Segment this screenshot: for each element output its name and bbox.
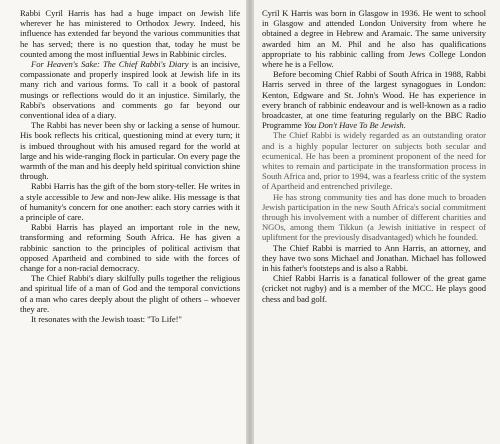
left-page: [0, 0, 246, 444]
right-paragraph-6: Chief Rabbi Harris is a fanatical follower of the great game (cricket not rugby) and is a member of the MCC. He plays good chess and bad golf.: [262, 273, 486, 304]
left-paragraph-2: [20, 59, 240, 120]
right-paragraph-3: The Chief Rabbi is widely regarded as an outstanding orator and is a highly popular lecturer on subjects both secular and ecumenical. He has been a prominent proponent of the need for whites to remain and participate in the transformation process in South Africa and, prior to 1994, was a fearless critic of the system of Apartheid and entrenched privilege.: [262, 130, 486, 192]
left-paragraph-4: Rabbi Harris has the gift of the born story-teller. He writes in a style accessible to Jew and non-Jew alike. His message is that of humanity's concern for one another: each story carries with it a principle of care.: [20, 181, 240, 223]
radio-programme-title: You Don't Have To Be Jewish: [303, 120, 404, 131]
left-paragraph-5: Rabbi Harris has played an important role in the new, transforming and reforming South Africa. He has given a rabbinic sanction to the principles of political activism that opposed Apartheid and combined to side with the forces of change for a non-racial democracy.: [20, 222, 240, 274]
left-paragraph-3: The Rabbi has never been shy or lacking a sense of humour. His book reflects his critical, questioning mind at every turn; it is imbued throughout with his amused regard for the world at large and his wide-ranging flock in particular. On every page the warmth of the man and his deeply held spiritual conviction shine through.: [20, 120, 240, 182]
left-paragraph-1: Rabbi Cyril Harris has had a huge impact on Jewish life wherever he has ministered to Orthodox Jewry. Indeed, his influence has extended far beyond the various communities that he has served; there is no question that, today he must be counted among the most influential Jews in Rabbinic circles.: [20, 8, 240, 59]
right-paragraph-2-end: .: [403, 120, 406, 131]
right-paragraph-2: [262, 69, 486, 130]
left-paragraph-6: The Chief Rabbi's diary skilfully pulls together the religious and spiritual life of a man of God and the temporal convictions of a man who cares deeply about the plight of others – whoever they are.: [20, 273, 240, 314]
left-paragraph-2-text: is an incisive, compassionate and properly inspired look at Jewish life in its many rich and various forms. To call it a book of pastoral musings or reflections would do it an injustice. Similarly, the Rabbi's observations and comments go far beyond our conventional idea of a diary.: [20, 59, 240, 121]
right-paragraph-2-text: Before becoming Chief Rabbi of South Africa in 1988, Rabbi Harris served in three of the largest synagogues in London: Kenton, Edgware and St. John's Wood. He has experience in every branch of rabbinic endeavour and is well-known as a radio broadcaster, at one time featuring regularly on the BBC Radio Programme: [262, 69, 486, 131]
left-paragraph-7: It resonates with the Jewish toast: "To Life!": [31, 314, 182, 325]
right-paragraph-5: The Chief Rabbi is married to Ann Harris, an attorney, and they have two sons Michael and Jonathan. Michael has followed in his father's footsteps and is also a Rabbi.: [262, 242, 486, 274]
right-paragraph-4: He has strong community ties and has done much to broaden Jewish participation in the new South Africa's social commitment through his involvement with a number of different charities and NGOs, among them Tikkun (a Jewish initiative in respect of upliftment for the previously disadvantaged) which he founded.: [262, 191, 486, 243]
book-gutter: [246, 0, 254, 444]
book-title: For Heaven's Sake: The Chief Rabbi's Diary: [31, 59, 189, 70]
right-paragraph-1: Cyril K Harris was born in Glasgow in 1936. He went to school in Glasgow and attended London University from where he obtained a degree in Hebrew and Aramaic. The same university awarded him an M. Phil and he also has qualifications appropriate to his rabbinic calling from Jews College London where he is a Fellow.: [262, 8, 486, 70]
right-page: [254, 0, 500, 444]
